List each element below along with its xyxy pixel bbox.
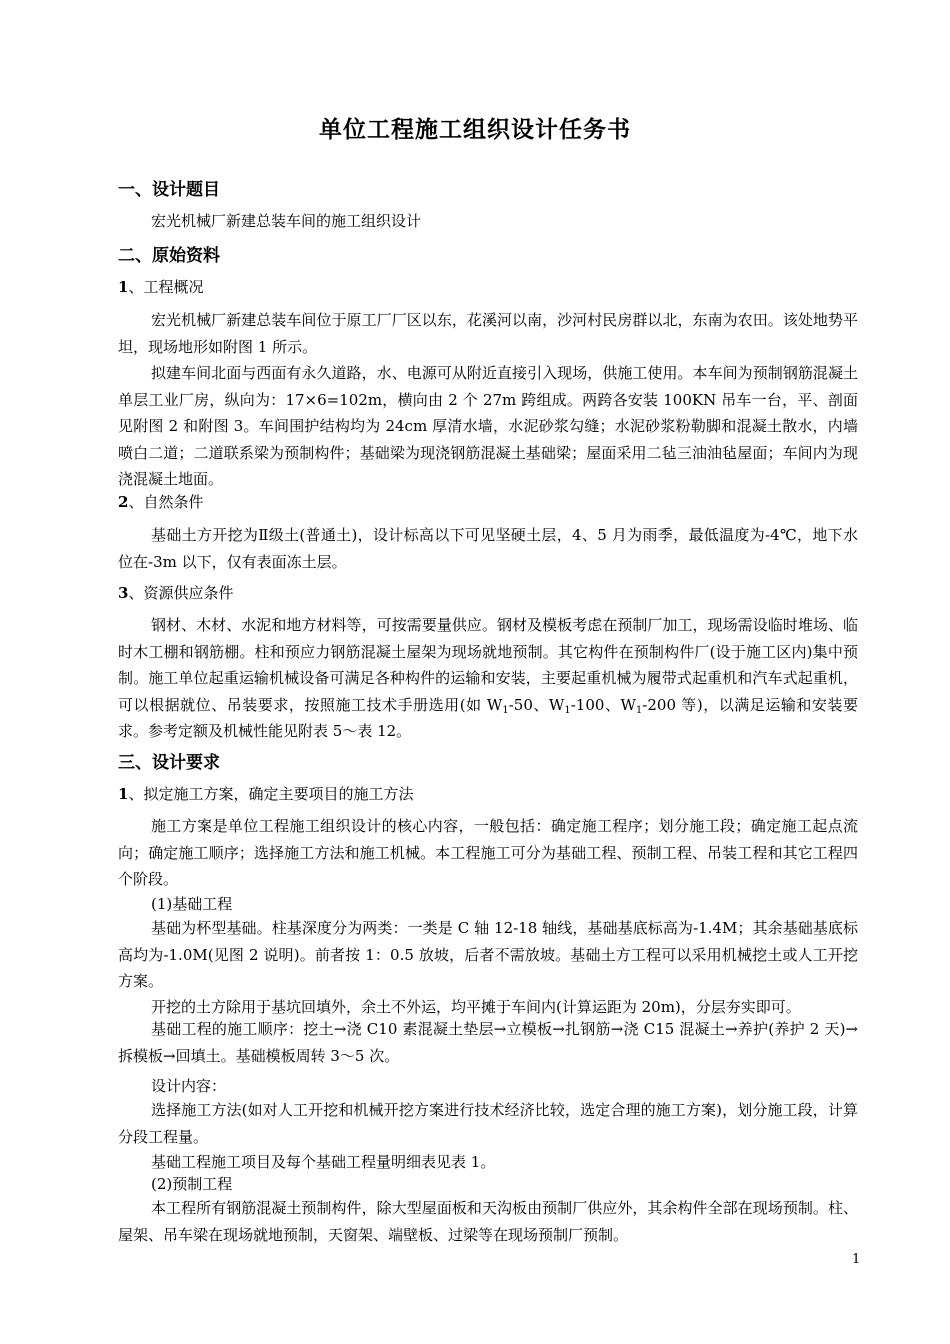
paragraph-design-content: 选择施工方法(如对人工开挖和机械开挖方案进行技术经济比较，选定合理的施工方案)，划分施工段，计算分段工程量。 [118,1101,858,1146]
paragraph-foundation-table-ref: 基础工程施工项目及每个基础工程量明细表见表 1。 [151,1153,496,1171]
section-heading-design-requirements: 三、设计要求 [118,753,220,773]
paragraph-foundation-sequence: 基础工程的施工顺序：挖土→浇 C10 素混凝土垫层→立模板→扎钢筋→浇 C15 混凝土→养护(养护 2 天)→拆模板→回填土。基础模板周转 3～5 次。 [118,1020,858,1065]
subheading-natural-conditions: 2、自然条件 [118,493,204,511]
paragraph-construction-plan: 施工方案是单位工程施工组织设计的核心内容，一般包括：确定施工程序；划分施工段；确定施工起点流向；确定施工顺序；选择施工方法和施工机械。本工程施工可分为基础工程、预制工程、吊装工程和其它工程四个阶段。 [118,817,858,888]
paragraph-foundation-type: 基础为杯型基础。柱基深度分为两类：一类是 C 轴 12-18 轴线，基础基底标高为-1.4M；其余基础基底标高均为-1.0M(见图 2 说明)。前者按 1：0.5 放坡，后者不需放坡。基础土方工程可以采用机械挖土或人工开挖方案。 [118,919,858,990]
subheading-project-overview: 1、工程概况 [118,278,204,296]
paragraph-earthwork: 开挖的土方除用于基坑回填外，余土不外运，均平摊于车间内(计算运距为 20m)，分层夯实即可。 [151,998,801,1016]
document-title: 单位工程施工组织设计任务书 [319,117,631,143]
paragraph-site-location: 宏光机械厂新建总装车间位于原工厂厂区以东，花溪河以南，沙河村民房群以北，东南为农田。该处地势平坦，现场地形如附图 1 所示。 [118,311,858,356]
paragraph-resource-supply: 钢材、木材、水泥和地方材料等，可按需要量供应。钢材及模板考虑在预制厂加工，现场需设临时堆场、临时木工棚和钢筋棚。柱和预应力钢筋混凝土屋架为现场就地预制。其它构件在预制构件厂(设于施工区内)集中预制。施工单位起重运输机械设备可满足各种构件的运输和安装，主要起重机械为履带式起重机和汽车式起重机，可以根据就位、吊装要求，按照施工技术手册选用(如 $W_1-50$、$W_1-100$、$W_1-200$ 等)，以满足运输和安装要求。参考定额及机械性能见附表 5～表 12。 [118,616,858,740]
subheading-construction-plan: 1、拟定施工方案，确定主要项目的施工方法 [118,785,414,803]
paragraph-building-description: 拟建车间北面与西面有永久道路，水、电源可从附近直接引入现场，供施工使用。本车间为预制钢筋混凝土单层工业厂房，纵向为：17×6=102m，横向由 2 个 27m 跨组成。两跨各安装 100KN 吊车一台，平、剖面见附图 2 和附图 3。车间围护结构均为 24cm 厚清水墙，水泥砂浆勾缝；水泥砂浆粉勒脚和混凝土散水，内墙喷白二道；二道联系梁为预制构件；基础梁为现浇钢筋混凝土基础梁；屋面采用二毡三油油毡屋面；车间内为现浇混凝土地面。 [118,364,858,488]
design-topic-text: 宏光机械厂新建总装车间的施工组织设计 [151,212,422,230]
item-foundation-works: (1)基础工程 [151,895,233,913]
section-heading-design-topic: 一、设计题目 [118,180,220,200]
paragraph-natural-conditions: 基础土方开挖为Ⅱ级土(普通土)，设计标高以下可见坚硬土层，4、5 月为雨季，最低温度为-4℃，地下水位在-3m 以下，仅有表面冻土层。 [118,526,858,571]
paragraph-precast-works: 本工程所有钢筋混凝土预制构件，除大型屋面板和天沟板由预制厂供应外，其余构件全部在现场预制。柱、屋架、吊车梁在现场就地预制，天窗架、端壁板、过梁等在现场预制厂预制。 [118,1199,858,1244]
section-heading-source-data: 二、原始资料 [118,246,220,266]
subheading-resource-supply: 3、资源供应条件 [118,584,234,602]
item-precast-works: (2)预制工程 [151,1175,233,1193]
design-content-label: 设计内容： [151,1077,227,1095]
page-number: 1 [852,1252,861,1267]
